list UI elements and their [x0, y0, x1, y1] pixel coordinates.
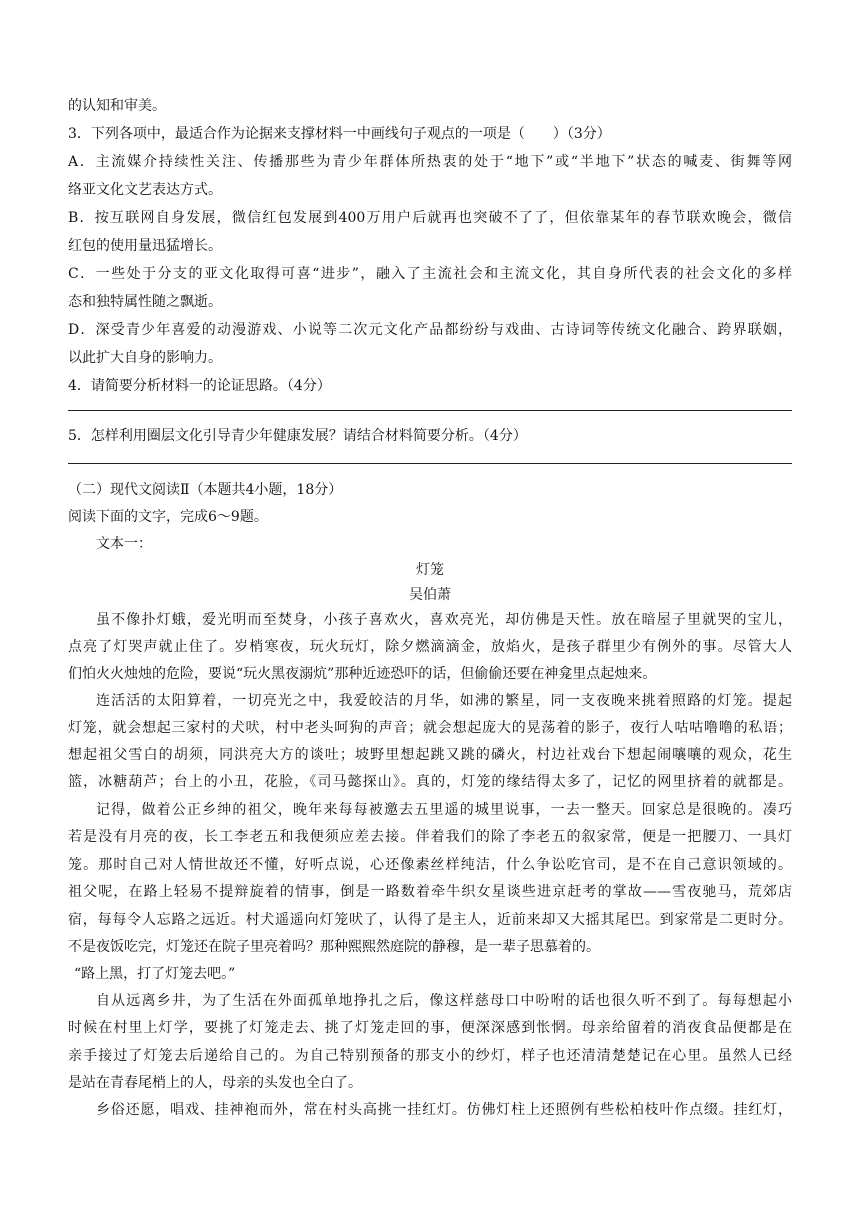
q3-option-a-line1: A．主流媒介持续性关注、传播那些为青少年群体所热衷的处于“地下”或“半地下”状态的喊麦、街舞等网 — [68, 154, 792, 170]
section2-heading: （二）现代文阅读Ⅱ（本题共4小题，18分） — [68, 482, 343, 498]
q4-question: 4．请简要分析材料一的论证思路。（4分） — [68, 378, 331, 394]
passage-line: 自从远离乡井，为了生活在外面孤单地挣扎之后，像这样慈母口中吩咐的话也很久听不到了。每每想起小 — [96, 993, 792, 1009]
passage-line: 点亮了灯哭声就止住了。岁梢寒夜，玩火玩灯，除夕燃滴滴金，放焰火，是孩子群里少有例外的事。尽管大人 — [68, 639, 792, 655]
q3-stem: 3．下列各项中，最适合作为论据来支撑材料一中画线句子观点的一项是（ ）（3分） — [68, 126, 611, 142]
passage-line: 宿，每每令人忘路之远近。村犬遥遥向灯笼吠了，认得了是主人，近前来却又大摇其尾巴。到家常是二更时分。 — [68, 912, 792, 928]
passage-line: 想起祖父雪白的胡须，同洪亮大方的谈吐；坡野里想起跳又跳的磷火，村边社戏台下想起闹嚷嚷的观众，花生 — [68, 747, 792, 763]
q3-option-b-line1: B．按互联网自身发展，微信红包发展到400万用户后就再也突破不了了，但依靠某年的春节联欢晚会，微信 — [68, 210, 792, 226]
section2-instruction: 阅读下面的文字，完成6～9题。 — [68, 509, 268, 525]
passage-line: 时候在村里上灯学，要挑了灯笼走去、挑了灯笼走回的事，便深深感到怅惘。母亲给留着的消夜食品便都是在 — [68, 1020, 792, 1036]
passage-line: 记得，做着公正乡绅的祖父，晚年来每每被邀去五里遥的城里说事，一去一整天。回家总是很晚的。凑巧 — [96, 802, 792, 818]
passage-line: 连活活的太阳算着，一切亮光之中，我爱皎洁的月华，如沸的繁星，同一支夜晚来挑着照路的灯笼。提起 — [96, 693, 792, 709]
passage-line: 们怕火火烛烛的危险，要说“玩火黑夜溺炕”那种近迹恐吓的话，但偷偷还要在神龛里点起烛来。 — [68, 666, 657, 682]
essay-author: 吴伯萧 — [409, 587, 451, 603]
q3-option-c-line2: 态和独特属性随之飘逝。 — [68, 294, 222, 310]
q3-option-c-line1: C．一些处于分支的亚文化取得可喜“进步”，融入了主流社会和主流文化，其自身所代表的社会文化的多样 — [68, 266, 792, 282]
passage-line: 乡俗还愿，唱戏、挂神袍而外，常在村头高挑一挂红灯。仿佛灯柱上还照例有些松柏枝叶作点缀。挂红灯， — [96, 1102, 792, 1118]
passage-line: 虽不像扑灯蛾，爱光明而至焚身，小孩子喜欢火，喜欢亮光，却仿佛是天性。放在暗屋子里就哭的宝儿， — [96, 612, 792, 628]
q4-answer-line — [68, 410, 792, 411]
text-one-label: 文本一： — [96, 536, 152, 552]
passage-line: 篮，冰糖葫芦；台上的小丑，花脸，《司马懿探山》。真的，灯笼的缘结得太多了，记忆的网里挤着的就都是。 — [68, 774, 792, 790]
q5-answer-line — [68, 463, 792, 464]
passage-quote-line: “路上黑，打了灯笼去吧。” — [74, 966, 236, 982]
passage-line: 灯笼，就会想起三家村的犬吠，村中老头呵狗的声音；就会想起庞大的晃荡着的影子，夜行人咕咕噜噜的私语； — [68, 720, 792, 736]
q3-option-d-line2: 以此扩大自身的影响力。 — [68, 350, 222, 366]
passage-line: 不是夜饭吃完，灯笼还在院子里亮着吗？那种熙熙然庭院的静穆，是一辈子思慕着的。 — [68, 939, 600, 955]
passage-line: 亲手接过了灯笼去后递给自己的。为自己特别预备的那支小的纱灯，样子也还清清楚楚记在心里。虽然人已经 — [68, 1048, 792, 1064]
passage-line: 若是没有月亮的夜，长工李老五和我便须应差去接。伴着我们的除了李老五的叙家常，便是一把腰刀、一具灯 — [68, 829, 792, 845]
passage-line: 是站在青春尾梢上的人，母亲的头发也全白了。 — [68, 1075, 362, 1091]
passage-line: 祖父呢，在路上轻易不提辩旋着的情事，倒是一路数着牵牛织女星谈些进京赶考的掌故——雪夜驰马，荒郊店 — [68, 884, 792, 900]
q2-answer-tail: 的认知和审美。 — [68, 98, 166, 114]
essay-title: 灯笼 — [416, 562, 444, 578]
q3-option-a-line2: 络亚文化文艺表达方式。 — [68, 182, 222, 198]
q3-option-b-line2: 红包的使用量迅猛增长。 — [68, 238, 222, 254]
passage-line: 笼。那时自己对人情世故还不懂，好听点说，心还像素丝样纯洁，什么争讼吃官司，是不在自己意识领域的。 — [68, 857, 792, 873]
q5-question: 5．怎样利用圈层文化引导青少年健康发展？请结合材料简要分析。（4分） — [68, 428, 527, 444]
q3-option-d-line1: D．深受青少年喜爱的动漫游戏、小说等二次元文化产品都纷纷与戏曲、古诗词等传统文化融合、跨界联姻， — [68, 322, 792, 338]
